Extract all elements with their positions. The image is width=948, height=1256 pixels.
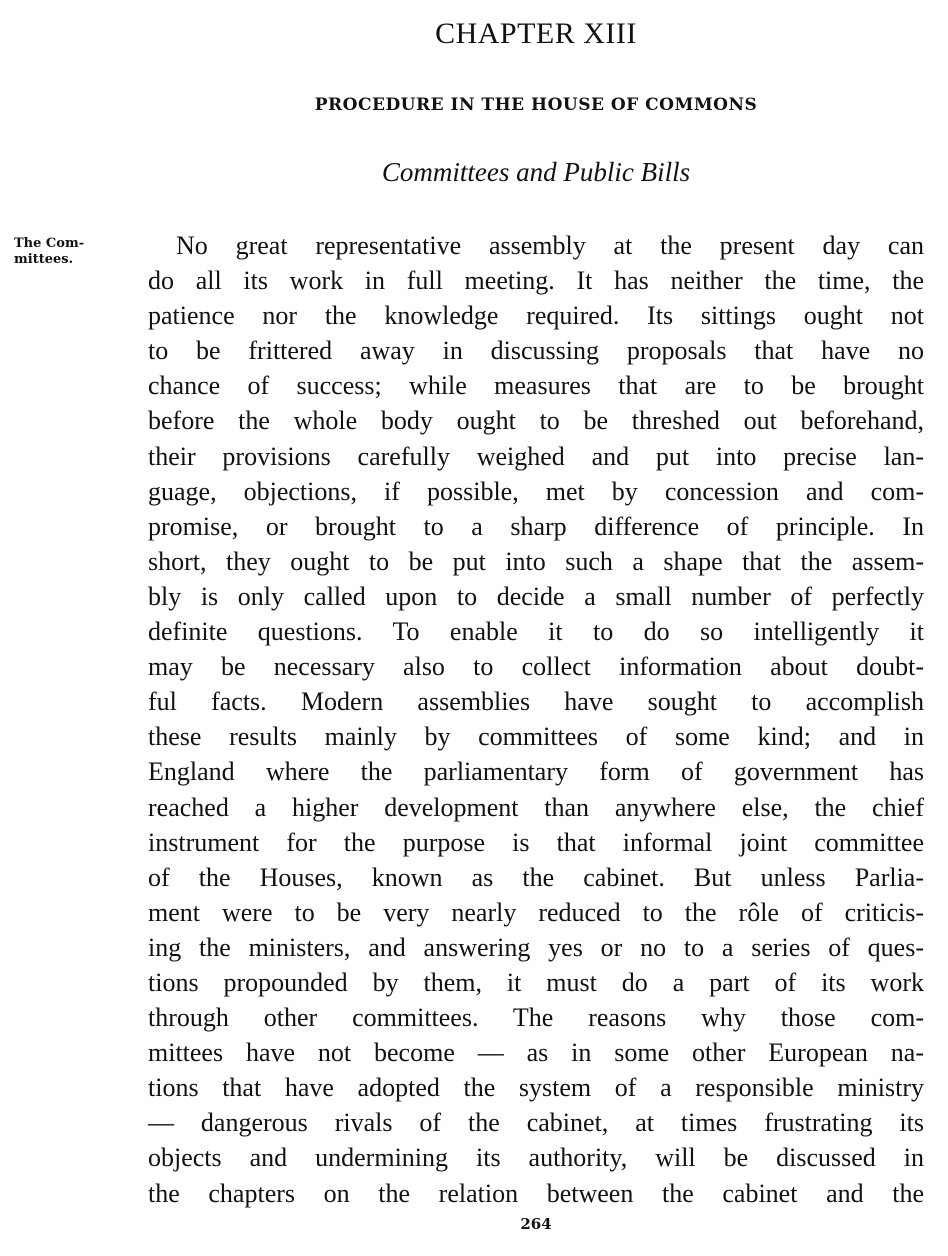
page-number: 264 bbox=[520, 1215, 552, 1233]
text-line: England where the parliamentary form of government has bbox=[148, 757, 924, 787]
body-paragraph bbox=[148, 228, 924, 1211]
text-line: ful facts. Modern assemblies have sought to accomplish bbox=[148, 687, 924, 717]
text-line: ing the ministers, and answering yes or no to a series of ques- bbox=[148, 932, 924, 962]
text-line: instrument for the purpose is that informal joint committee bbox=[148, 827, 924, 857]
margin-note-line: The Com- bbox=[14, 236, 85, 251]
text-line: tions propounded by them, it must do a part of its work bbox=[148, 967, 924, 997]
text-line: bly is only called upon to decide a small number of perfectly bbox=[148, 581, 924, 611]
text-line: before the whole body ought to be threshed out beforehand, bbox=[148, 406, 924, 436]
text-line: of the Houses, known as the cabinet. But unless Parlia- bbox=[148, 862, 924, 892]
margin-note bbox=[14, 236, 124, 268]
section-subtitle: Committees and Public Bills bbox=[381, 157, 691, 187]
text-line: through other committees. The reasons why those com- bbox=[148, 1003, 924, 1033]
text-line: ment were to be very nearly reduced to the rôle of criticis- bbox=[148, 897, 924, 927]
text-line: — dangerous rivals of the cabinet, at times frustrating its bbox=[148, 1108, 924, 1138]
text-line: to be frittered away in discussing proposals that have no bbox=[148, 336, 924, 366]
text-line: may be necessary also to collect information about doubt- bbox=[148, 652, 924, 682]
text-line: mittees have not become — as in some other European na- bbox=[148, 1038, 924, 1068]
text-line: promise, or brought to a sharp difference of principle. In bbox=[148, 511, 924, 541]
text-line: patience nor the knowledge required. Its sittings ought not bbox=[148, 301, 924, 331]
text-line: reached a higher development than anywhere else, the chief bbox=[148, 792, 924, 822]
text-line: definite questions. To enable it to do so intelligently it bbox=[148, 617, 924, 647]
text-line: chance of success; while measures that are to be brought bbox=[148, 371, 924, 401]
text-line: guage, objections, if possible, met by concession and com- bbox=[148, 476, 924, 506]
text-line: No great representative assembly at the present day can bbox=[176, 231, 924, 260]
margin-note-line: mittees. bbox=[14, 252, 74, 267]
section-title: PROCEDURE IN THE HOUSE OF COMMONS bbox=[314, 95, 758, 115]
text-line: tions that have adopted the system of a responsible ministry bbox=[148, 1073, 924, 1103]
text-line: their provisions carefully weighed and put into precise lan- bbox=[148, 441, 924, 471]
text-line: short, they ought to be put into such a shape that the assem- bbox=[148, 546, 924, 576]
text-line: objects and undermining its authority, will be discussed in bbox=[148, 1143, 924, 1173]
text-line: do all its work in full meeting. It has neither the time, the bbox=[148, 266, 924, 296]
text-line: the chapters on the relation between the cabinet and the bbox=[148, 1178, 924, 1208]
chapter-title: CHAPTER XIII bbox=[435, 17, 637, 50]
text-line: these results mainly by committees of some kind; and in bbox=[148, 722, 924, 752]
